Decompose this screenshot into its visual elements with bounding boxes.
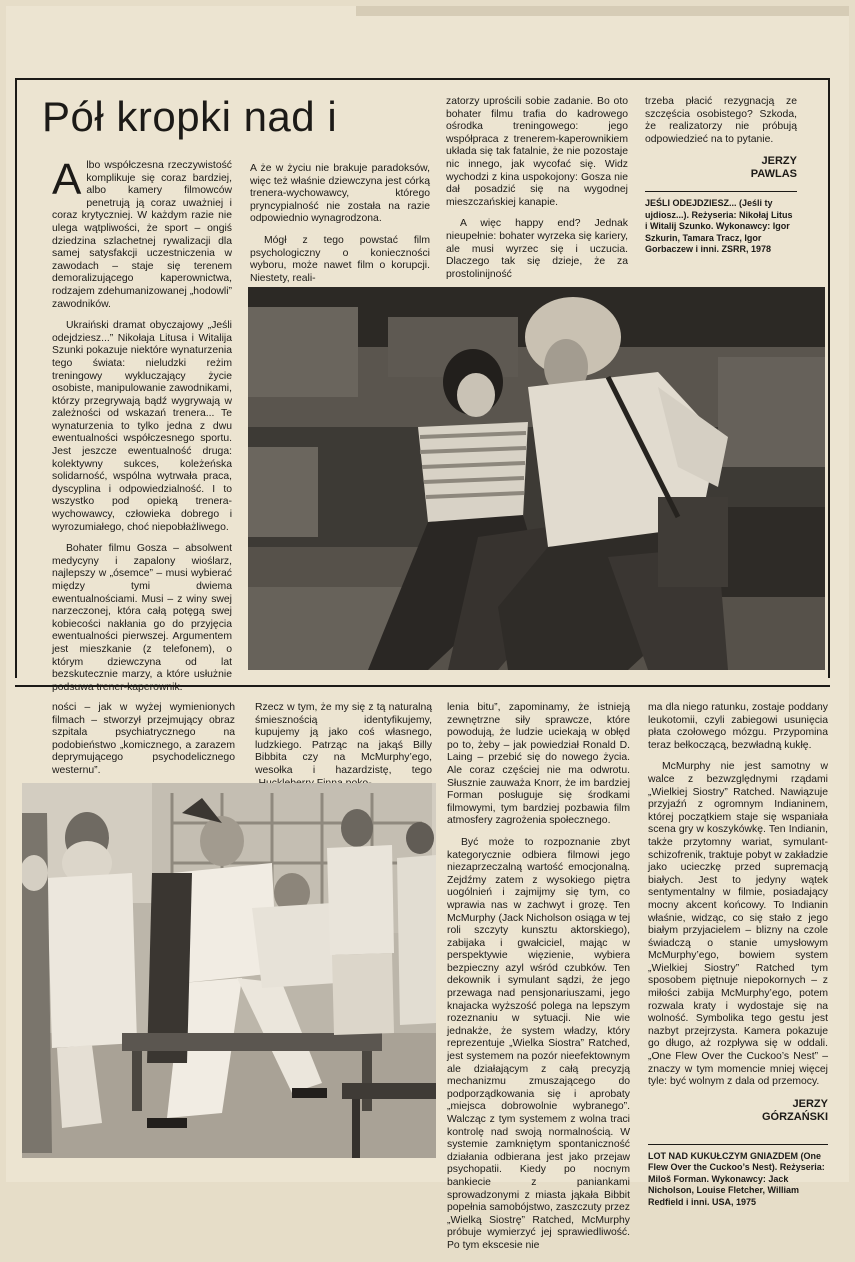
article1-column-4 bbox=[645, 96, 797, 256]
article1-paragraph: A więc happy end? Jednak nieupełnie: bohater wyrzeka się kariery, ale musi wyrzec się i uczucia. Dlaczego tak się dzieje, że za prostolinijność bbox=[446, 218, 628, 280]
article1-paragraph: Albo współczesna rzeczywistość komplikuje się coraz bardziej, albo kamery filmowców penetrują ją coraz uważniej i coraz krytyczniej. W każdym razie nie ulega wątpliwości, że sport – ongiś dziedzina szlachetnej rywalizacji dla samej satysfakcji uczestniczenia w zawodach – staje się terenem demoralizującego kaperownictwa, rodzajem zdehumanizowanej „hodowli” zawodników. bbox=[52, 155, 232, 310]
article2-paragraph: Być może to rozpoznanie zbyt kategorycznie odbiera filmowi jego niezaprzeczalną wartość emocjonalną. Zejdźmy zatem z wysokiego piętra uogólnień i zajmijmy się tym, co wprawia nas w zachwyt i grozę. Ten McMurphy (Jack Nicholson osiąga w tej roli szczyty kunsztu aktorskiego), zabijaka i gwałciciel, mając w perspektywie więzienie, wybiera bezpieczny azyl wśród czubków. Ten dekownik i symulant sądzi, że jego przewaga nad pensjonariuszami, jego knajacka wyższość polega na lepszym rozeznaniu w sytuacji. Nie wie jednakże, że system władzy, który reprezentuje „Wielka Siostra” Ratched, jest systemem na pozór nieefektownym ale działającym z całą precyzją mechanizmu zmuszającego do podporządkowania się i aprobaty „miejsca dobrowolnie wybranego”. Walcząc z tym systemem z wolna traci kontrolę nad swoją normalnością. W systemie zamkniętym spontaniczność działania odbierana jest jako przejaw psychopatii. Kiedy po nocnym bankiecie z paniankami sprowadzonymi z miasta jąkała Bibbit popełnia samobójstwo, zaszczuty przez „Wielką Siostrę” Ratched, McMurphy próbuje wymierzyć jej sprawiedliwość. Po tym ekscesie nie bbox=[447, 836, 630, 1251]
article2-paragraph: lenia bitu”, zapominamy, że istnieją zewnętrzne siły sprawcze, które powodują, że ludzie uciekają w obłęd po to, żeby – jak powiedział Ronald D. Laing – przebić się do nowego życia. Ale coraz częściej nie ma odwrotu. Słusznie zauważa Knorr, że im bardziej Forman posługuje się środkami filmowymi, tym bardziej pozbawia film atmosfery zagrożenia społecznego. bbox=[447, 702, 630, 827]
article2-column-1 bbox=[52, 702, 235, 787]
article2-paragraph: ności – jak w wyżej wymienionych filmach – stworzył przejmujący obraz szpitala psychiatrycznego na podobieństwo „komicznego, a zarazem deprymującego psychodelicznego westernu”. bbox=[52, 702, 235, 776]
article2-paragraph: McMurphy nie jest samotny w walce z bezwzględnymi rządami „Wielkiej Siostry” Ratched. Nawiązuje przyjaźń z ogromnym Indianinem, której początkiem staje się wspaniała scena gry w koszykówkę. Ten Indianin, także przytomny wariat, symulant-schizofrenik, traktuje pobyt w zakładzie jako ucieczkę przed supremacją białych. Jest to jedyny wątek sentymentalny w filmie, posiadający mocny akcent końcowy. To Indianin właśnie, widząc, co się stało z jego białym przyjacielem – blizny na czole świadczą o stanie umysłowym McMurphy’ego, bowiem system „Wielkiej Siostry” Ratched tym sposobem piętnuje niepokornych – z miłości zabija McMurphy’ego, potem rozwala kraty i wydostaje się na wolność. Symbolika tego gestu jest nazbyt przejrzysta. Kamera pokazuje go długo, aż rozpływa się w oddali. „One Flew Over the Cuckoo’s Nest” – znaczy w tym momencie mniej więcej tyle: być wolnym z dala od przemocy. bbox=[648, 761, 828, 1088]
article2-paragraph: ma dla niego ratunku, zostaje poddany leukotomii, czyli zabiegowi usunięcia płata czołowego mózgu. Przypomina teraz bełkoczącą, bezwładną kukłę. bbox=[648, 702, 828, 751]
article2-film-credits: LOT NAD KUKUŁCZYM GNIAZDEM (One Flew Over the Cuckoo’s Nest). Reżyseria: Miloš Forman. Wykonawcy: Jack Nicholson, Louise Fletcher, William Redfield i inni. USA, 1975 bbox=[648, 1144, 828, 1209]
article1-paragraph: trzeba płacić rezygnacją ze szczęścia osobistego? Szkoda, że realizatorzy nie próbują odpowiedzieć na to pytanie. bbox=[645, 96, 797, 145]
article1-film-credits: JEŚLI ODEJDZIESZ... (Jeśli ty ujdiosz...). Reżyseria: Nikołaj Litus i Witalij Szunko. Wykonawcy: Igor Szkurin, Tamara Tracz, Igor Gorbaczew i inni. ZSRR, 1978 bbox=[645, 191, 797, 256]
headline: Pół kropki nad i bbox=[42, 93, 338, 140]
article1-column-1 bbox=[52, 155, 232, 703]
article1-paragraph: Mógł z tego powstać film psychologiczny o konieczności wyboru, może nawet film o korupcji. Niestety, reali- bbox=[250, 234, 430, 284]
article1-paragraph: A że w życiu nie brakuje paradoksów, więc też właśnie dziewczyna jest córką trenera-wychowawcy, którego pryncypialność nie została na razie odpowiednio wynagrodzona. bbox=[250, 163, 430, 225]
article1-author: JERZY PAWLAS bbox=[750, 155, 797, 181]
drop-cap: A bbox=[52, 155, 82, 204]
film-still-hospital-photo bbox=[22, 783, 436, 1158]
article2-column-4 bbox=[648, 702, 828, 1208]
article1-column-2 bbox=[250, 163, 430, 294]
previous-page-edge bbox=[356, 6, 849, 16]
article1-column-3 bbox=[446, 96, 628, 290]
article1-paragraph: zatorzy uprościli sobie zadanie. Bo oto bohater filmu trafia do kadrowego ośrodka treningowego: jego współpraca z trenerem-kaperownikiem układa się tak fatalnie, że nie pozostaje nic innego, jak wycofać się. Widz wychodzi z kina uspokojony: Gosza nie dał posadzić się na wygodnej mieszczańskiej kanapie. bbox=[446, 96, 628, 208]
article1-paragraph: Bohater filmu Gosza – absolwent medycyny i zapalony wioślarz, najlepszy w „ósemce” – musi wybierać między tymi dwiema ewentualnościami. Musi – z winy swej narzeczonej, która całą potęgą swej kobiecości nakłania go do przyjęcia ewentualności pierwszej. Argumentem jest mieszkanie (z telefonem), o którym dziewczyna od lat bezskutecznie marzy, a które usłużnie podsuwa trener-kaperownik. bbox=[52, 543, 232, 693]
article2-paragraph: Rzecz w tym, że my się z tą naturalną śmiesznością identyfikujemy, kupujemy ją jako coś własnego, ludzkiego. Patrząc na jakąś Billy Bibbita czy na McMurphy’ego, wesołka i hazardzistę, tego bbox=[255, 702, 432, 776]
article2-author: JERZY GÓRZAŃSKI bbox=[762, 1097, 828, 1123]
article2-column-3 bbox=[447, 702, 630, 1262]
film-still-couple-photo bbox=[248, 287, 825, 670]
article1-paragraph: Ukraiński dramat obyczajowy „Jeśli odejdziesz...” Nikołaja Litusa i Witalija Szunki pokazuje niektóre wynaturzenia tego świata: nieludzki reżim treningowy wykluczający życie osobiste, manipulowanie zawodnikami, którzy przegrywają bądź wygrywają w zależności od wskazań trenera... Te wynaturzenia to tylko jedna z dwu ewentualności współczesnego sportu. Jest jeszcze ewentualność druga: kolektywny sukces, koleżeńska solidarność, wspólna wytrwała praca, dyscyplina i odpowiedzialność. I to wszystko pod opieką trenera-wychowawcy, człowieka dobrego i wyrozumiałego, choć niepobłażliwego. bbox=[52, 320, 232, 533]
